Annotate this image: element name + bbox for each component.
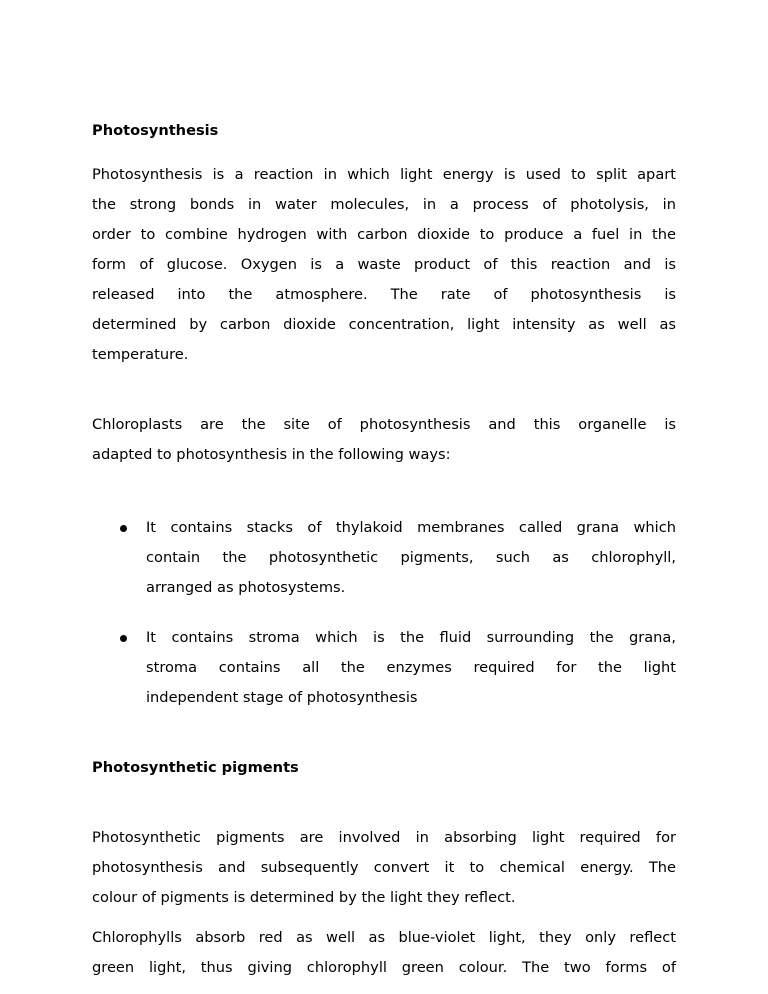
heading-photosynthesis: Photosynthesis [92, 122, 219, 139]
text-line: Photosynthesis is a reaction in which light energy is used to split apart [92, 166, 676, 183]
paragraph-pigments [92, 823, 676, 913]
text-line: arranged as photosystems. [146, 579, 346, 596]
bullet-icon [120, 635, 127, 642]
paragraph-chlorophylls [92, 923, 676, 983]
text-line: photosynthesis and subsequently convert it to chemical energy. The [92, 859, 676, 876]
text-line: the strong bonds in water molecules, in a process of photolysis, in [92, 196, 676, 213]
paragraph-intro [92, 160, 676, 370]
text-line: independent stage of photosynthesis [146, 689, 418, 706]
text-line: form of glucose. Oxygen is a waste product of this reaction and is [92, 256, 676, 273]
text-line: stroma contains all the enzymes required for the light [146, 659, 676, 676]
heading-photosynthetic-pigments: Photosynthetic pigments [92, 759, 299, 776]
text-line: temperature. [92, 346, 189, 363]
text-line: colour of pigments is determined by the light they reflect. [92, 889, 516, 906]
text-line: Chlorophylls absorb red as well as blue-violet light, they only reflect [92, 929, 676, 946]
text-line: green light, thus giving chlorophyll green colour. The two forms of [92, 959, 676, 976]
text-line: released into the atmosphere. The rate of photosynthesis is [92, 286, 676, 303]
paragraph-chloroplasts [92, 410, 676, 470]
bullet-icon [120, 525, 127, 532]
text-line: It contains stroma which is the fluid surrounding the grana, [146, 629, 676, 646]
text-line: It contains stacks of thylakoid membranes called grana which [146, 519, 676, 536]
text-line: adapted to photosynthesis in the following ways: [92, 446, 451, 463]
text-line: determined by carbon dioxide concentration, light intensity as well as [92, 316, 676, 333]
text-line: contain the photosynthetic pigments, such as chlorophyll, [146, 549, 676, 566]
text-line: Chloroplasts are the site of photosynthesis and this organelle is [92, 416, 676, 433]
text-line: Photosynthetic pigments are involved in absorbing light required for [92, 829, 676, 846]
text-line: order to combine hydrogen with carbon dioxide to produce a fuel in the [92, 226, 676, 243]
